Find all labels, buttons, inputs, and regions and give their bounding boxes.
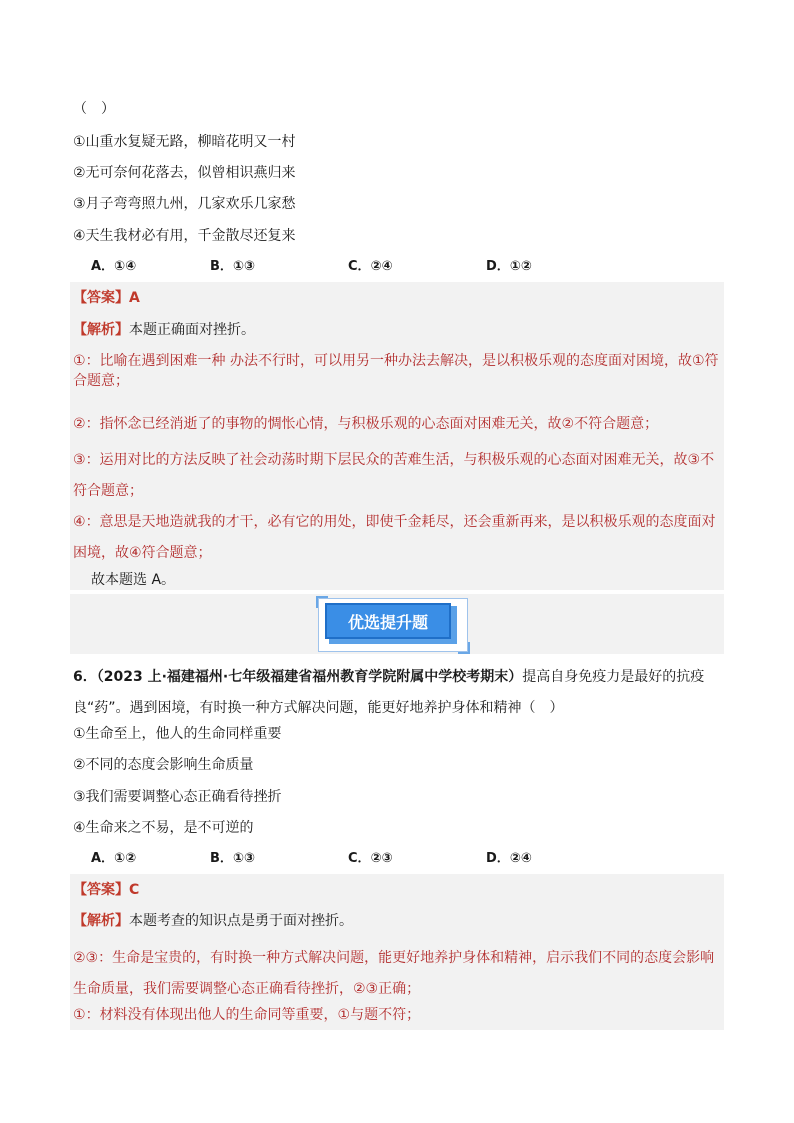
banner-corner-icon xyxy=(458,642,470,654)
q6-answer-value: C xyxy=(129,882,140,898)
q5-point-2-text: ：指怀念已经消逝了的事物的惆怅心情，与积极乐观的心态面对困难无关，故②不符合题意； xyxy=(85,416,659,432)
q6-option-a: A．①② xyxy=(91,851,137,866)
q6-options xyxy=(73,849,673,869)
q5-option-a: A．①④ xyxy=(91,259,137,274)
q5-point-1 xyxy=(73,351,721,391)
q6-analysis xyxy=(73,911,353,931)
q6-point-2-tag: ① xyxy=(73,1007,86,1023)
q6-answer-label: 【答案】 xyxy=(73,882,129,898)
q6-item-4: ④生命来之不易，是不可逆的 xyxy=(73,820,254,836)
q5-item-4: ④天生我材必有用，千金散尽还复来 xyxy=(73,228,296,244)
q6-number: 6． xyxy=(73,669,97,685)
q5-point-1-text: ：比喻在遇到困难一种 办法不行时，可以用另一种办法去解决，是以积极乐观的态度面对困境，故①符合题意； xyxy=(73,353,719,389)
q6-item-2: ②不同的态度会影响生命质量 xyxy=(73,757,254,773)
q5-options xyxy=(73,257,673,277)
q6-option-b: B．①③ xyxy=(210,851,255,866)
q6-point-1-tag: ②③ xyxy=(73,950,99,966)
q6-point-2-text: ：材料没有体现出他人的生命同等重要，①与题不符； xyxy=(85,1007,421,1023)
q5-bracket: （ ） xyxy=(73,101,115,117)
q6-item-3: ③我们需要调整心态正确看待挫折 xyxy=(73,789,282,805)
q6-analysis-intro: 本题考查的知识点是勇于面对挫折。 xyxy=(129,913,353,929)
q5-point-4 xyxy=(73,507,721,569)
q5-point-3-tag: ③ xyxy=(73,452,86,468)
q5-option-b: B．①③ xyxy=(210,259,255,274)
q6-point-2 xyxy=(73,1005,721,1025)
q5-point-2 xyxy=(73,414,721,434)
q5-analysis-intro: 本题正确面对挫折。 xyxy=(129,322,255,338)
q5-point-1-tag: ① xyxy=(73,353,86,369)
q5-conclusion: 故本题选 A。 xyxy=(91,572,176,588)
q5-option-d: D．①② xyxy=(486,259,532,274)
q5-answer-value: A xyxy=(129,290,140,306)
q5-analysis xyxy=(73,320,255,340)
q5-option-c: C．②④ xyxy=(348,259,393,274)
q5-point-2-tag: ② xyxy=(73,416,86,432)
q5-point-3-text: ：运用对比的方法反映了社会动荡时期下层民众的苦难生活，与积极乐观的心态面对困难无关，故③不符合题意； xyxy=(73,452,715,499)
q6-stem-text: 提高自身免疫力是最好的抗疫良“药”。遇到困境，有时换一种方式解决问题，能更好地养护身体和精神（ ） xyxy=(73,669,705,716)
q5-point-4-text: ：意思是天地造就我的才干，必有它的用处，即使千金耗尽，还会重新再来，是以积极乐观的态度面对困境，故④符合题意； xyxy=(73,514,716,561)
q5-answer-label: 【答案】 xyxy=(73,290,129,306)
q5-item-1: ①山重水复疑无路，柳暗花明又一村 xyxy=(73,134,296,150)
q5-item-2: ②无可奈何花落去，似曾相识燕归来 xyxy=(73,165,296,181)
q5-point-3 xyxy=(73,445,721,507)
q6-analysis-label: 【解析】 xyxy=(73,913,129,929)
q6-source: （2023 上·福建福州·七年级福建省福州教育学院附属中学校考期末） xyxy=(96,669,523,685)
q6-answer xyxy=(73,880,139,900)
q6-point-1-text: ：生命是宝贵的，有时换一种方式解决问题，能更好地养护身体和精神，启示我们不同的态度会影响生命质量，我们需要调整心态正确看待挫折，②③正确； xyxy=(73,950,715,997)
q5-point-4-tag: ④ xyxy=(73,514,86,530)
q5-analysis-label: 【解析】 xyxy=(73,322,129,338)
q6-item-1: ①生命至上，他人的生命同样重要 xyxy=(73,726,282,742)
q6-option-c: C．②③ xyxy=(348,851,393,866)
q6-option-d: D．②④ xyxy=(486,851,532,866)
q6-point-1 xyxy=(73,943,721,1005)
q5-item-3: ③月子弯弯照九州，几家欢乐几家愁 xyxy=(73,196,296,212)
banner-label: 优选提升题 xyxy=(325,603,451,639)
q5-answer xyxy=(73,288,140,308)
q6-stem xyxy=(73,662,721,724)
